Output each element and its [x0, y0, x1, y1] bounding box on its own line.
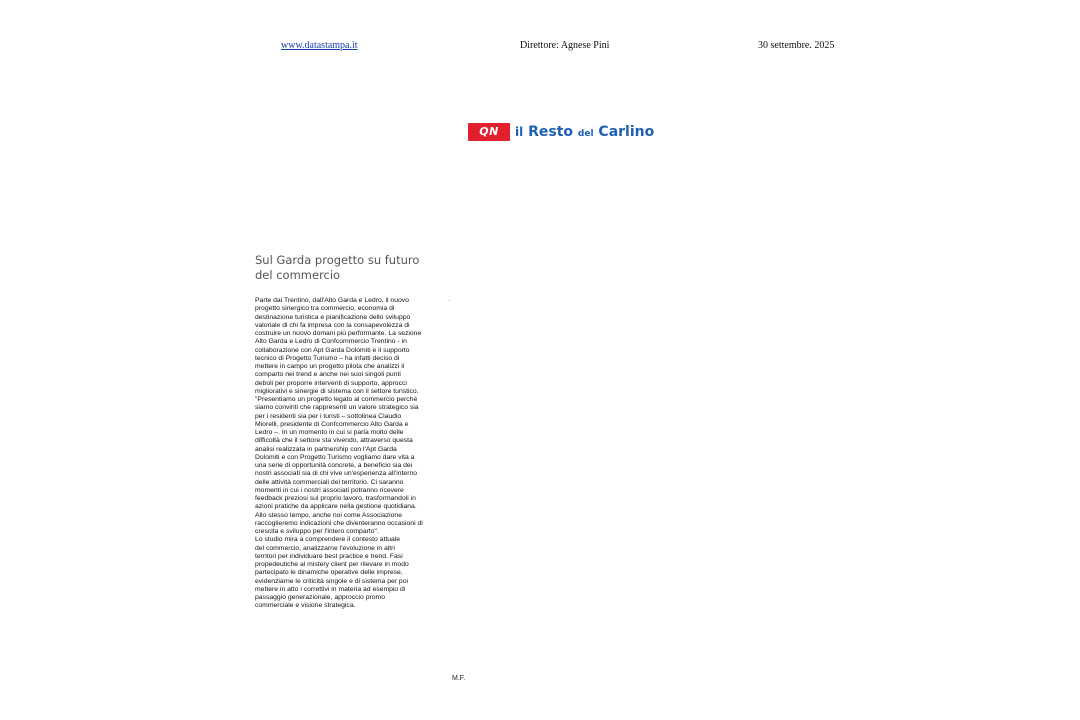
article-body-line: azioni pratiche da applicare nella gestione quotidiana.	[255, 503, 417, 511]
article-body-line: Alto Garda e Ledro di Confcommercio Trentino - in	[255, 338, 407, 346]
article-body-line: partecipato le dinamiche operative delle imprese,	[255, 569, 403, 577]
article-body-line: una serie di opportunità concrete, a beneficio sia dei	[255, 462, 413, 469]
name-connector: del	[577, 128, 594, 139]
article-body-line: mettere in atto i correttivi in materia ad esempio di	[255, 585, 406, 593]
name-word1: Resto	[528, 123, 574, 140]
article-body-line: crescita e sviluppo per l'intero comparto".	[255, 528, 379, 535]
source-site-link[interactable]: www.datastampa.it	[281, 40, 358, 51]
article-body-line: commerciale e visione strategica.	[255, 602, 356, 610]
article-headline	[255, 253, 475, 283]
qn-logo-text: QN	[479, 125, 499, 138]
article-body-line: comparto nei trend e anche nei suoi singoli punti	[255, 371, 401, 379]
article-body-line: feedback preziosi sul proprio lavoro, trasformandoli in	[255, 495, 416, 502]
article-body-line: del commercio, analizzarne l'evoluzione in altri	[255, 544, 395, 552]
article-body-line: evidenziarne le criticità singole e di sistema per poi	[255, 577, 409, 585]
article-body-line: mettere in campo un progetto pilota che analizzi il	[255, 363, 405, 370]
article-body-line: Parte dal Trentino, dall'Alto Garda e Ledro, il nuovo	[255, 297, 409, 304]
article-body-line: tecnico di Progetto Turismo – ha infatti deciso di	[255, 354, 400, 362]
headline-line: del commercio	[255, 268, 341, 282]
name-prefix: il	[515, 124, 524, 139]
article-body-line: Dolomiti e con Progetto Turismo vogliamo dare vita a	[255, 453, 415, 461]
article-body-line: propedeutiche al mistery client per rilevare in modo	[255, 561, 409, 568]
article-body-line: Allo stesso tempo, anche noi come Associazione	[255, 511, 402, 519]
article-body-line: progetto sinergico tra commercio, economia di	[255, 305, 395, 313]
author-signature: M.F.	[452, 675, 466, 682]
headline-line: Sul Garda progetto su futuro	[255, 253, 420, 267]
article-body-line: passaggio generazionale, approccio promo	[255, 594, 385, 601]
publication-date: 30 settembre. 2025	[758, 40, 835, 51]
article-body	[255, 297, 485, 611]
director-name: Direttore: Agnese Pini	[520, 40, 610, 51]
article-body-line: raccoglieremo indicazioni che diventeranno occasioni di	[255, 519, 423, 527]
article-body-line: delle attività commerciali del territorio. Ci saranno	[255, 478, 404, 486]
article-body-line: momenti in cui i nostri associati potranno ricevere	[255, 486, 404, 494]
article-body-line: destinazione turistica e pianificazione dello sviluppo	[255, 313, 411, 321]
article-body-line: siamo convinti che rappresenti un valore strategico sia	[255, 404, 419, 412]
newspaper-masthead	[468, 122, 654, 141]
article-body-line: collaborazione con Apt Garda Dolomiti e il supporto	[255, 346, 410, 354]
article-body-line: Ledro –. In un momento in cui si parla molto delle	[255, 429, 404, 436]
article-body-line: costruire un nuovo domani più performante. La sezione	[255, 330, 422, 337]
article-body-line: territori per individuare best practice e trend. Fasi	[255, 552, 403, 560]
name-word2: Carlino	[598, 123, 655, 140]
newspaper-name	[515, 124, 654, 140]
article-body-line: difficoltà che il settore sta vivendo, attraverso questa	[255, 437, 413, 445]
article-body-line: per i residenti sia per i turisti – sottolinea Claudio	[255, 412, 402, 420]
article-body-line: nostri associati sia di chi vive un'esperienza all'interno	[255, 470, 418, 478]
article-body-line: migliorativi e sinergie di sistema con il settore turistico.	[255, 387, 419, 395]
article-body-line: valoriale di chi fa impresa con la consapevolezza di	[255, 321, 410, 329]
article-body-line: Miorelli, presidente di Confcommercio Alto Garda e	[255, 420, 409, 428]
article-body-line: analisi realizzata in partnership con l'Apt Garda	[255, 445, 397, 453]
article-body-line: Lo studio mira a comprendere il contesto attuale	[255, 536, 401, 544]
article-body-line: "Presentiamo un progetto legato al commercio perché	[255, 396, 418, 403]
article-body-line: deboli per proporre interventi di supporto, approcci	[255, 379, 407, 387]
qn-logo	[468, 123, 510, 141]
